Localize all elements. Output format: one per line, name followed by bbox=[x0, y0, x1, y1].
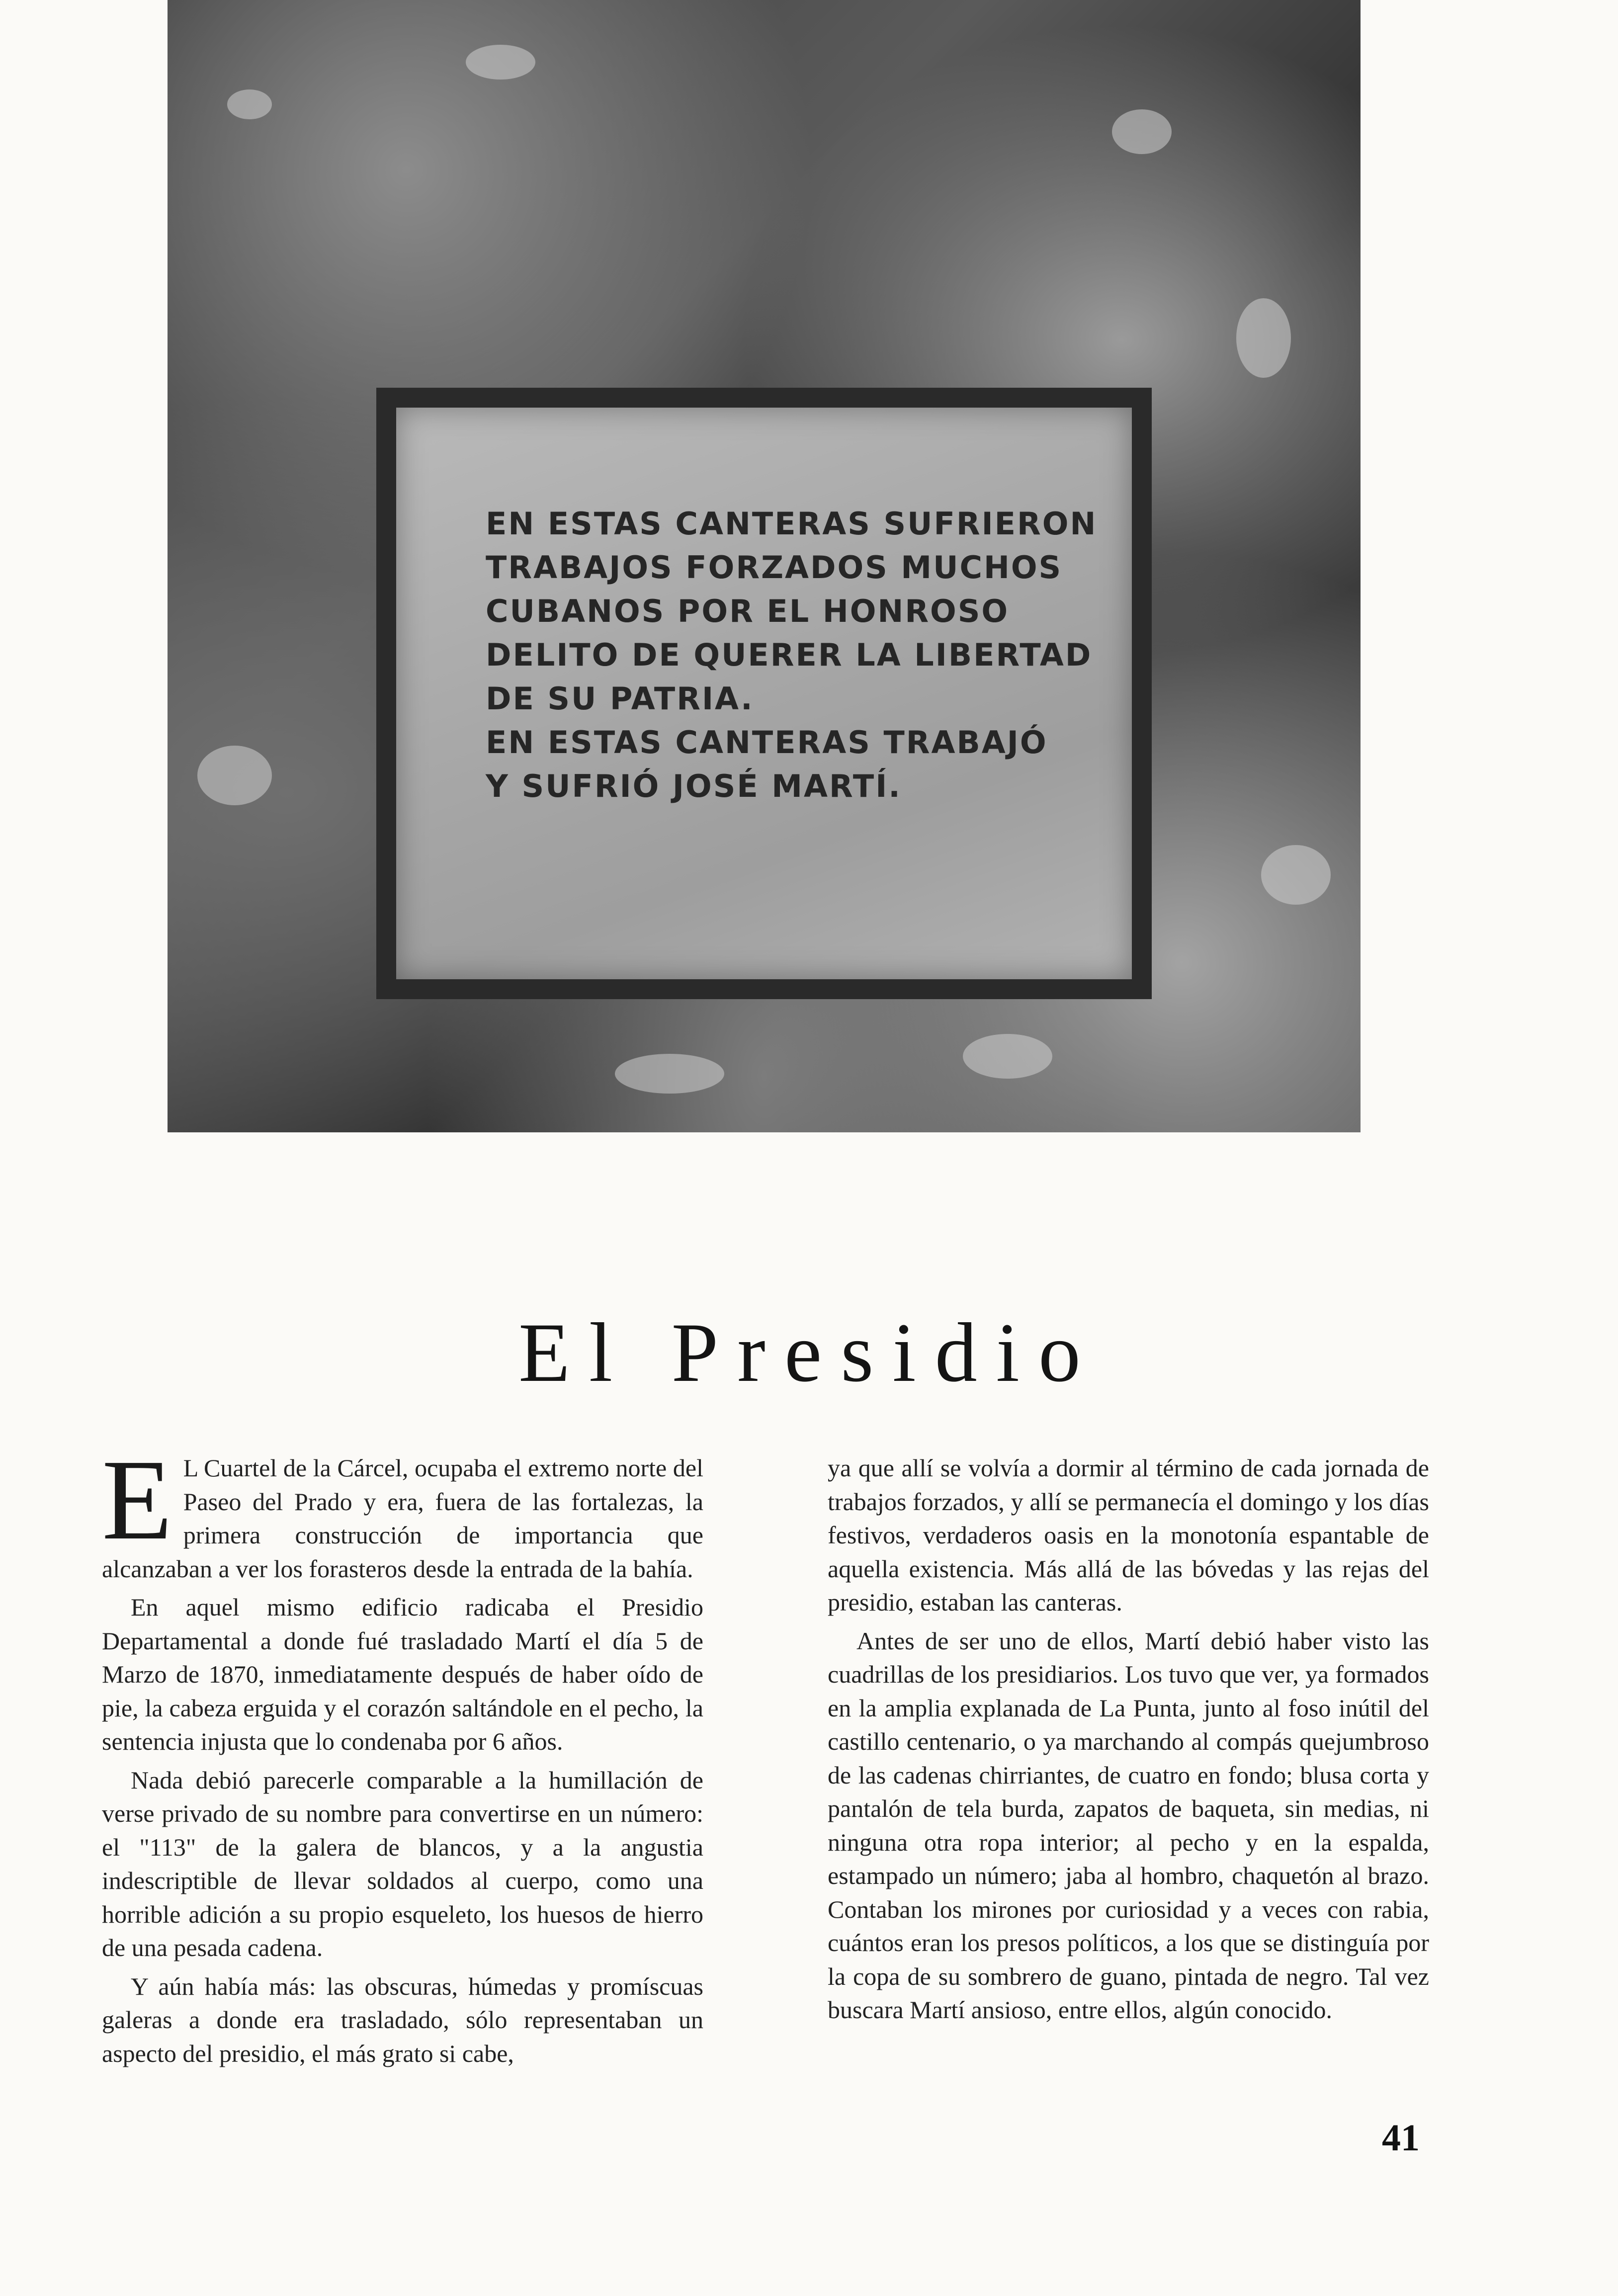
plaque-line: EN ESTAS CANTERAS SUFRIERON bbox=[486, 506, 1098, 542]
plaque-line: DELITO DE QUERER LA LIBERTAD bbox=[486, 637, 1093, 673]
drop-cap: E bbox=[102, 1436, 172, 1564]
paragraph: Nada debió parecerle comparable a la humillación de verse privado de su nombre para convertirse en un número: el "113" de la galera de blancos, y a la angustia indescriptible de llevar soldados al cuerpo, como una horrible adición a su propio esqueleto, los huesos de hierro de una pesada cadena. bbox=[102, 1766, 703, 1961]
paragraph: Antes de ser uno de ellos, Martí debió haber visto las cuadrillas de los presidiarios. Los tuvo que ver, ya formados en la amplia explanada de La Punta, junto al foso inútil del castillo centenario, o ya marchando al compás quejumbroso de las cadenas chirriantes, de cuatro en fondo; blusa corta y pantalón de tela burda, zapatos de baqueta, sin medias, ni ninguna otra ropa interior; al pecho y en la espalda, estampado un número; jaba al hombro, chaquetón al brazo. Contaban los mirones por curiosidad y a veces con rabia, cuántos eran los presos políticos, a los que se distinguía por la copa de su sombrero de guano, pintada de negro. Tal vez buscara Martí ansioso, entre ellos, algún conocido. bbox=[828, 1626, 1429, 2024]
paragraph-text: L Cuartel de la Cárcel, ocupaba el extremo norte del Paseo del Prado y era, fuera de las fortalezas, la primera construcción de importancia que alcanzaban a ver los forasteros desde la entrada de la bahía. bbox=[102, 1454, 703, 1583]
plaque-line: EN ESTAS CANTERAS TRABAJÓ bbox=[486, 724, 1048, 761]
plaque-line: CUBANOS POR EL HONROSO bbox=[486, 593, 1010, 629]
plaque-line: TRABAJOS FORZADOS MUCHOS bbox=[486, 549, 1063, 586]
plaque-line: Y SUFRIÓ JOSÉ MARTÍ. bbox=[486, 768, 902, 804]
memorial-plaque bbox=[396, 408, 1132, 979]
paragraph: En aquel mismo edificio radicaba el Presidio Departamental a donde fué trasladado Martí el día 5 de Marzo de 1870, inmediatamente después de haber oído de pie, la cabeza erguida y el corazón saltándole en el pecho, la sentencia injusta que lo condenaba por 6 años. bbox=[102, 1593, 703, 1755]
article-title: El Presidio bbox=[518, 1305, 1100, 1399]
text-column-left bbox=[102, 1436, 703, 2075]
paragraph bbox=[102, 1436, 703, 1586]
page-number: 41 bbox=[1382, 2117, 1420, 2159]
text-column-right bbox=[828, 1451, 1429, 2032]
plaque-line: DE SU PATRIA. bbox=[486, 680, 754, 717]
paragraph: Y aún había más: las obscuras, húmedas y promíscuas galeras a donde era trasladado, sólo representaban un aspecto del presidio, el más grato si cabe, bbox=[102, 1972, 703, 2067]
paragraph: ya que allí se volvía a dormir al término de cada jornada de trabajos forzados, y allí se permanecía el domingo y los días festivos, verdaderos oasis en la monotonía espantable de aquella existencia. Más allá de las bóvedas y las rejas del presidio, estaban las canteras. bbox=[828, 1454, 1429, 1616]
plaque-inscription bbox=[486, 502, 1098, 808]
plaque-photo bbox=[168, 0, 1361, 1132]
